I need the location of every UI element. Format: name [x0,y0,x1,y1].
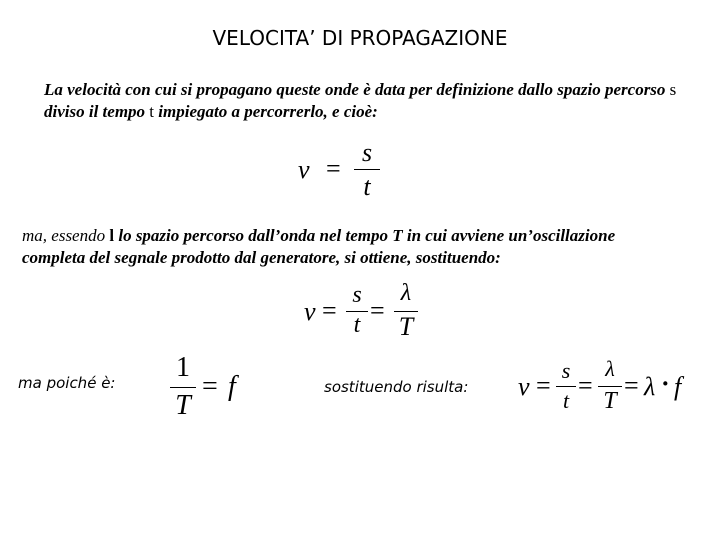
eq2-numerator-lambda: λ [400,280,412,306]
eq2-denominator-T: T [398,312,414,341]
eq3-denominator-T: T [175,390,191,421]
second-paragraph [22,225,682,269]
eq2-equals-1: = [322,296,337,325]
eq1-v: v [298,155,310,184]
intro-paragraph [44,79,684,123]
eq2-v: v [304,297,316,326]
eq2-equals-2: = [370,296,385,325]
intro-text-2: diviso il tempo [44,102,150,121]
eq1-fraction-bar [354,169,380,170]
second-symbol-lambda: l [109,226,115,245]
eq4-lambda: λ [644,372,656,401]
eq4-fraction-bar-1 [556,386,576,387]
equation-velocity-lambda-times-f [516,356,706,426]
eq4-dot: · [661,369,670,398]
eq4-equals-2: = [578,371,593,400]
eq3-f: f [228,371,236,402]
intro-symbol-t: t [149,102,155,121]
eq4-v: v [518,372,530,401]
eq4-numerator-lambda: λ [605,356,615,381]
second-text-bold: lo spazio percorso dall’onda nel tempo T in cui avviene un’oscillazione completa del segnale prodotto dal generatore, si ottiene, sostituendo: [22,226,616,267]
intro-symbol-s: s [669,80,677,99]
intro-text-3: impiegato a percorrerlo, e cioè: [154,102,378,121]
eq4-equals-3: = [624,371,639,400]
eq1-denominator: t [363,172,371,201]
label-sostituendo-risulta: sostituendo risulta: [324,378,469,396]
equation-velocity-s-over-t [296,140,396,210]
equation-velocity-lambda-over-T [302,280,432,350]
label-ma-poiche: ma poiché è: [18,374,116,392]
eq4-denominator-t: t [562,388,570,413]
eq3-numerator-1: 1 [176,352,190,383]
eq3-equals: = [202,371,218,402]
intro-text-1: La velocità con cui si propagano queste onde è data per definizione dallo spazio percorso [44,80,670,99]
eq4-numerator-s: s [561,358,571,383]
eq4-denominator-T: T [603,388,617,414]
eq1-numerator: s [361,138,373,167]
eq4-fraction-bar-2 [598,386,622,387]
eq3-fraction-bar [170,387,196,388]
second-text-normal: ma, essendo [22,226,110,245]
eq4-f: f [674,372,682,401]
eq2-denominator-t: t [353,312,361,338]
eq2-numerator-s: s [352,282,362,308]
eq4-equals-1: = [536,371,551,400]
equation-one-over-T-equals-f [168,352,258,427]
slide-title: VELOCITA’ DI PROPAGAZIONE [212,26,508,50]
eq1-equals: = [326,154,341,183]
